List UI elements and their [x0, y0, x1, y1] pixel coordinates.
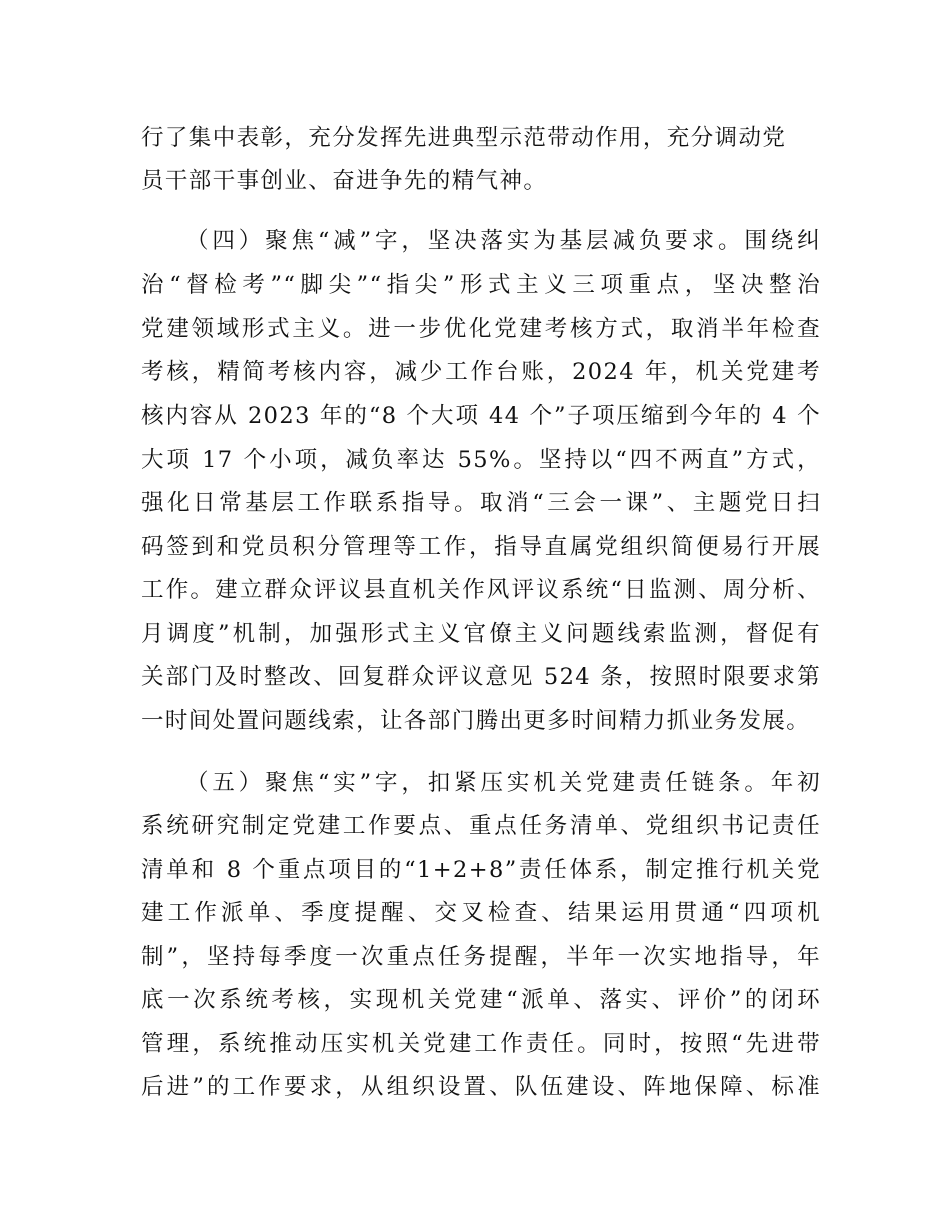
text-line: 底一次系统考核，实现机关党建“派单、落实、评价”的闭环 [141, 987, 821, 1013]
text-line: 清单和 8 个重点项目的“1+2+8”责任体系，制定推行机关党 [141, 857, 821, 883]
text-line: 考核，精简考核内容，减少工作台账，2024 年，机关党建考 [141, 359, 821, 385]
text-line: （五）聚焦“实”字，扣紧压实机关党建责任链条。年初 [186, 770, 821, 796]
text-line: 管理，系统推动压实机关党建工作责任。同时，按照“先进带 [141, 1031, 821, 1057]
text-line: 行了集中表彰，充分发挥先进典型示范带动作用，充分调动党 [141, 125, 787, 151]
text-line: 核内容从 2023 年的“8 个大项 44 个”子项压缩到今年的 4 个 [141, 403, 821, 429]
text-line: 月调度”机制，加强形式主义官僚主义问题线索监测，督促有 [141, 621, 821, 647]
text-line: 建工作派单、季度提醒、交叉检查、结果运用贯通“四项机 [141, 900, 821, 926]
text-line: 治“督检考”“脚尖”“指尖”形式主义三项重点，坚决整治 [141, 272, 821, 298]
text-line: 党建领域形式主义。进一步优化党建考核方式，取消半年检查 [141, 316, 821, 342]
text-line: 后进”的工作要求，从组织设置、队伍建设、阵地保障、标准 [141, 1074, 821, 1100]
text-line: 关部门及时整改、回复群众评议意见 524 条，按照时限要求第 [141, 664, 821, 690]
text-line: 工作。建立群众评议县直机关作风评议系统“日监测、周分析、 [141, 577, 821, 603]
text-line: 制”，坚持每季度一次重点任务提醒，半年一次实地指导，年 [141, 944, 821, 970]
text-line: 员干部干事创业、奋进争先的精气神。 [141, 168, 548, 194]
text-line: 一时间处置问题线索，让各部门腾出更多时间精力抓业务发展。 [141, 708, 811, 734]
text-line: 大项 17 个小项，减负率达 55%。坚持以“四不两直”方式， [141, 447, 821, 473]
text-line: 码签到和党员积分管理等工作，指导直属党组织简便易行开展 [141, 534, 821, 560]
text-line: 系统研究制定党建工作要点、重点任务清单、党组织书记责任 [141, 813, 821, 839]
text-line: （四）聚焦“减”字，坚决落实为基层减负要求。围绕纠 [186, 228, 821, 254]
text-line: 强化日常基层工作联系指导。取消“三会一课”、主题党日扫 [141, 490, 821, 516]
